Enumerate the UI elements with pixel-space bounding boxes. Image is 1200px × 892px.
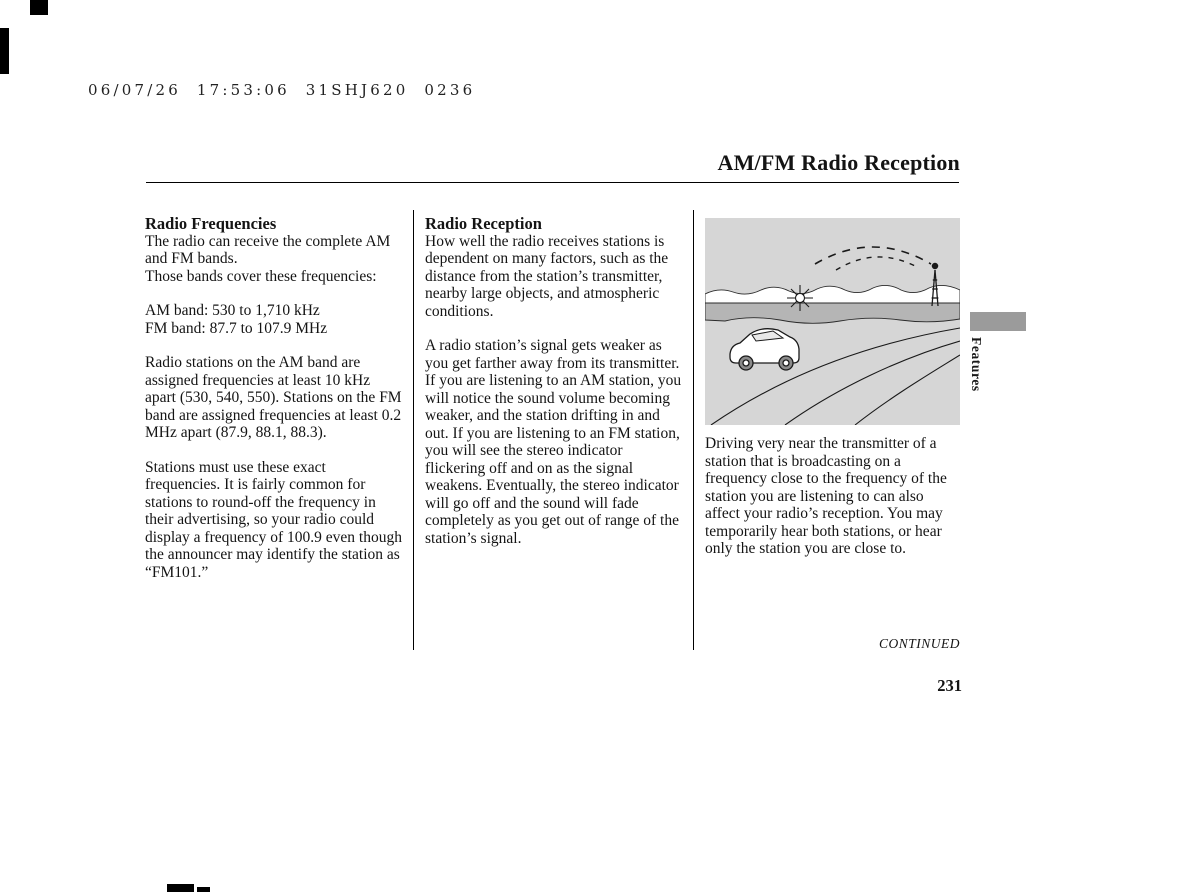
middle-column xyxy=(425,215,683,547)
right-paragraph-interference: Driving very near the transmitter of a station that is broadcasting on a frequency close to the frequency of the station you are listening to can also affect your radio’s reception. You may temporarily hear both stations, or hear only the station you are close to. xyxy=(705,435,947,557)
middle-column-heading: Radio Reception xyxy=(425,214,542,233)
left-paragraph-spacing: Radio stations on the AM band are assigned frequencies at least 10 kHz apart (530, 540, 550). Stations on the FM band are assigned frequencies at least 0.2 MHz apart (87.9, 88.1, 88.3). xyxy=(145,354,402,441)
am-band-range: AM band: 530 to 1,710 kHz xyxy=(145,302,320,319)
left-paragraph-intro-1: The radio can receive the complete AM and FM bands. xyxy=(145,232,391,267)
page-number: 231 xyxy=(937,676,962,695)
car-near-radio-transmitter-illustration xyxy=(705,218,960,425)
middle-paragraph-factors: How well the radio receives stations is dependent on many factors, such as the distance from the station’s transmitter, nearby large objects, and atmospheric conditions. xyxy=(425,232,669,320)
crop-mark-bottom-left-b xyxy=(197,887,210,892)
column-divider-right xyxy=(693,210,694,650)
title-underline xyxy=(146,182,959,183)
left-column-heading: Radio Frequencies xyxy=(145,214,277,233)
fm-band-range: FM band: 87.7 to 107.9 MHz xyxy=(145,319,328,337)
continued-label: CONTINUED xyxy=(878,636,960,651)
crop-mark-top-left-b xyxy=(0,28,9,74)
section-tab-label: Features xyxy=(969,337,984,392)
left-paragraph-intro-2: Those bands cover these frequencies: xyxy=(145,267,377,285)
section-tab-marker xyxy=(970,312,1026,331)
crop-mark-top-left-a xyxy=(30,0,48,15)
crop-mark-bottom-left-a xyxy=(167,884,194,892)
column-divider-left xyxy=(413,210,414,650)
left-column xyxy=(145,215,403,581)
page-title: AM/FM Radio Reception xyxy=(717,150,960,175)
print-header-code: 06/07/26 17:53:06 31SHJ620 0236 xyxy=(88,81,476,99)
right-column xyxy=(705,215,960,558)
left-paragraph-rounding: Stations must use these exact frequencies. It is fairly common for stations to round-off the frequency in their advertising, so your radio could display a frequency of 100.9 even though the announcer may identify the station as “FM101.” xyxy=(145,458,402,581)
middle-paragraph-signal: A radio station’s signal gets weaker as you get farther away from its transmitter. If you are listening to an AM station, you will notice the sound volume becoming weaker, and the station drifting in and out. If you are listening to an FM station, you will see the stereo indicator flickering off and on as the signal weakens. Eventually, the stereo indicator will go off and the sound will fade completely as you get out of range of the station’s signal. xyxy=(425,337,682,547)
